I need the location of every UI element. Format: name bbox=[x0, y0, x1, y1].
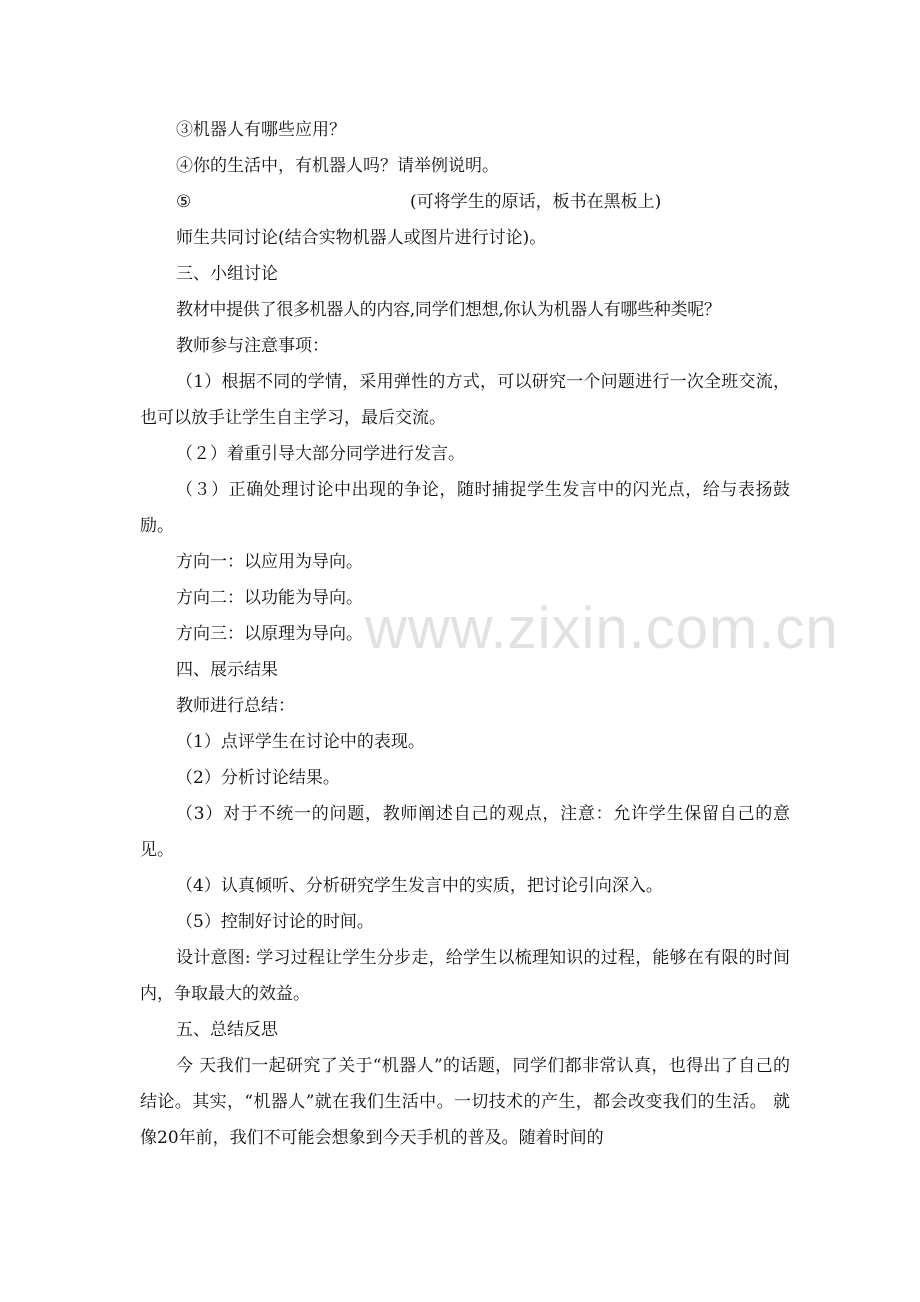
document-body bbox=[140, 112, 790, 1156]
discussion-line: 师生共同讨论(结合实物机器人或图片进行讨论)。 bbox=[176, 228, 547, 248]
question-5-number: ⑤ bbox=[176, 192, 192, 212]
teacher-note-1: （1）根据不同的学情，采用弹性的方式，可以研究一个问题进行一次全班交流，也可以放手让学生自主学习，最后交流。 bbox=[140, 372, 790, 428]
watermark-text: www.zixin.com.cn bbox=[365, 596, 839, 661]
section-3-heading: 三、小组讨论 bbox=[176, 264, 278, 284]
question-5-row bbox=[140, 184, 790, 220]
teacher-note-3: （３）正确处理讨论中出现的争论，随时捕捉学生发言中的闪光点，给与表扬鼓励。 bbox=[140, 480, 790, 536]
summary-intro: 教师进行总结： bbox=[176, 696, 295, 716]
summary-item-4: （4）认真倾听、分析研究学生发言中的实质，把讨论引向深入。 bbox=[176, 876, 663, 896]
question-4: ④你的生活中，有机器人吗？请举例说明。 bbox=[176, 156, 499, 176]
question-5-note: (可将学生的原话，板书在黑板上) bbox=[410, 192, 662, 212]
summary-item-5: （5）控制好讨论的时间。 bbox=[176, 912, 374, 932]
summary-item-3: （3）对于不统一的问题，教师阐述自己的观点，注意：允许学生保留自己的意见。 bbox=[140, 804, 790, 860]
question-3: ③机器人有哪些应用？ bbox=[176, 120, 346, 140]
direction-2: 方向二：以功能为导向。 bbox=[176, 588, 363, 608]
textbook-paragraph: 教材中提供了很多机器人的内容,同学们想想,你认为机器人有哪些种类呢？ bbox=[176, 300, 721, 320]
closing-paragraph: 今 天我们一起研究了关于“机器人”的话题，同学们都非常认真，也得出了自己的结论。其实，“机器人”就在我们生活中。一切技术的产生，都会改变我们的生活。 就像20年前，我们不可能会想象到今天手机的普及。随着时间的 bbox=[140, 1056, 790, 1148]
section-5-heading: 五、总结反思 bbox=[176, 1020, 278, 1040]
summary-item-1: （1）点评学生在讨论中的表现。 bbox=[176, 732, 425, 752]
summary-item-2: （2）分析讨论结果。 bbox=[176, 768, 340, 788]
teacher-notes-heading: 教师参与注意事项： bbox=[176, 336, 329, 356]
teacher-note-2: （２）着重引导大部分同学进行发言。 bbox=[176, 444, 465, 464]
direction-3: 方向三：以原理为导向。 bbox=[176, 624, 363, 644]
section-4-heading: 四、展示结果 bbox=[176, 660, 278, 680]
direction-1: 方向一：以应用为导向。 bbox=[176, 552, 363, 572]
design-intent: 设计意图: 学习过程让学生分步走，给学生以梳理知识的过程，能够在有限的时间内，争取最大的效益。 bbox=[140, 948, 790, 1004]
